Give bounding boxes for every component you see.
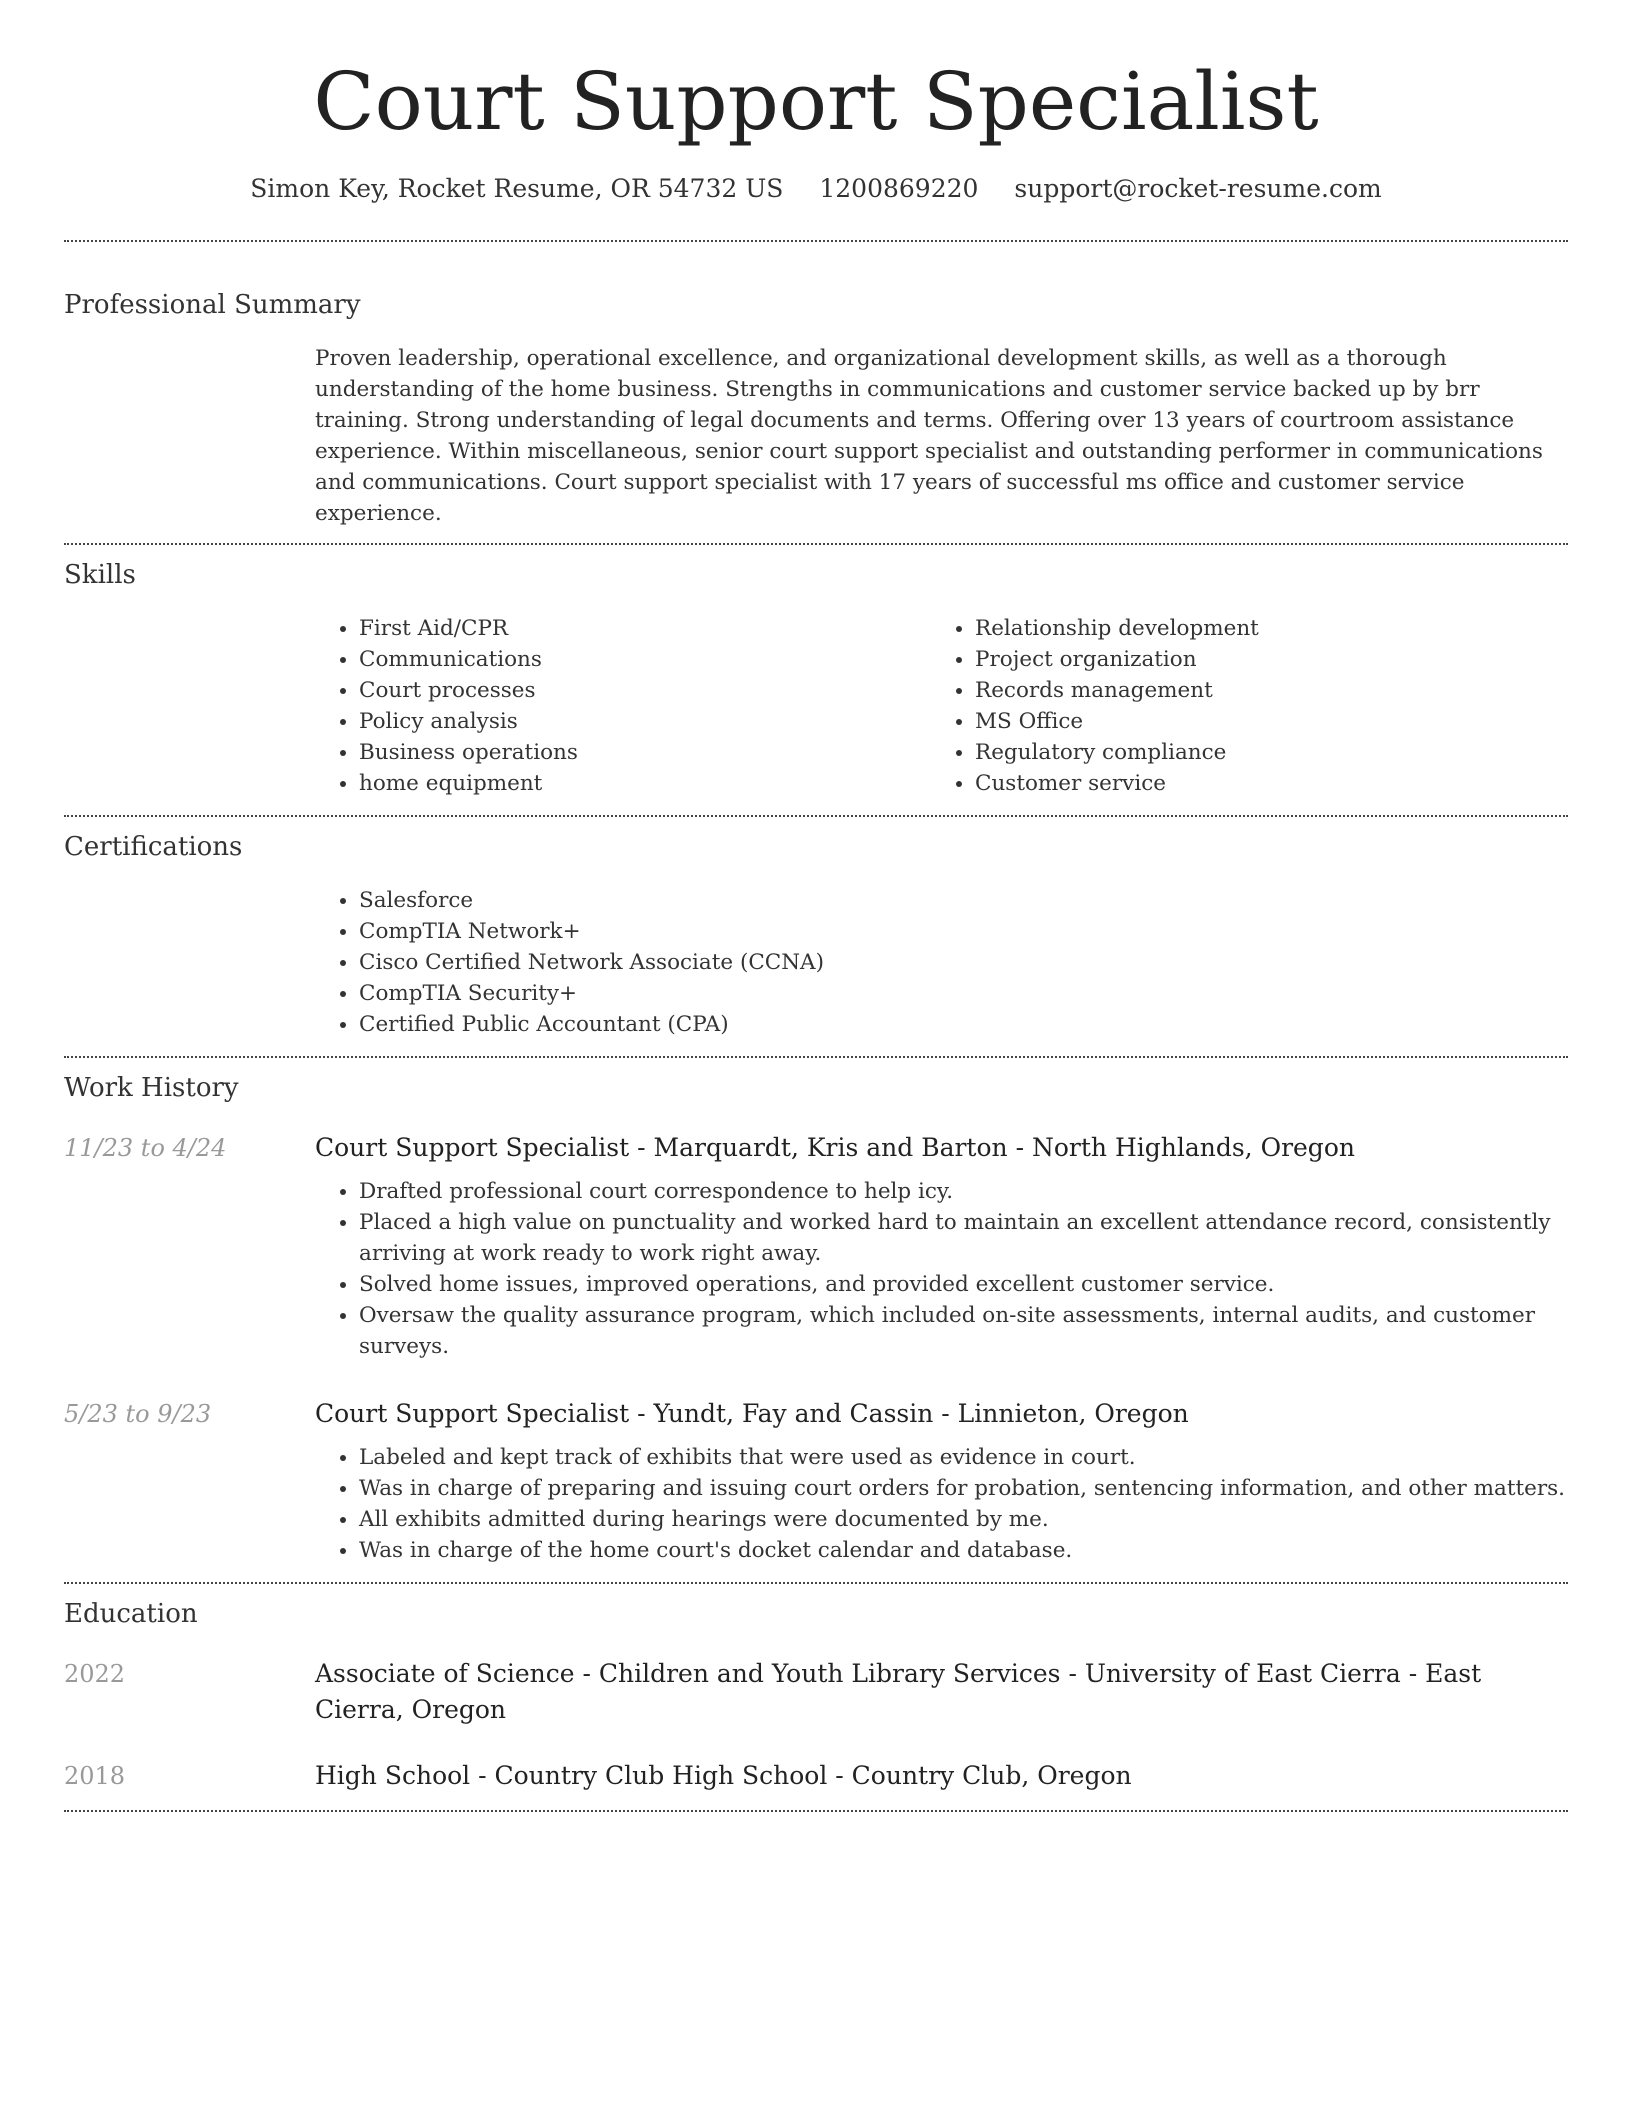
section-heading: Skills <box>64 560 136 590</box>
certifications-list <box>315 885 1568 1040</box>
skills-list-left <box>315 613 931 799</box>
job-bullets <box>315 1176 1568 1362</box>
contact-email: support@rocket-resume.com <box>1014 174 1382 203</box>
contact-phone: 1200869220 <box>819 174 979 203</box>
certification-item: • CompTIA Network+ <box>359 916 1568 947</box>
education-detail: Associate of Science - Children and Youth Library Services - University of East Cierra - East Cierra, Oregon <box>315 1659 1482 1724</box>
contact-address: Simon Key, Rocket Resume, OR 54732 US <box>250 174 784 203</box>
job-bullet: • Placed a high value on punctuality and worked hard to maintain an excellent attendance record, consistently arriving at work ready to work right away. <box>359 1207 1568 1269</box>
summary-text: Proven leadership, operational excellence, and organizational development skills, as well as a thorough understanding of the home business. Strengths in communications and customer service backed up by brr training. Strong understanding of legal documents and terms. Offering over 13 years of courtroom assistance experience. Within miscellaneous, senior court support specialist and outstanding performer in communications and communications. Court support specialist with 17 years of successful ms office and customer service experience. <box>315 346 1543 526</box>
certification-item: • Cisco Certified Network Associate (CCNA) <box>359 947 1568 978</box>
education-section <box>64 1584 1568 1810</box>
job-bullet: • Solved home issues, improved operations, and provided excellent customer service. <box>359 1269 1568 1300</box>
work-history-section <box>64 1058 1568 1582</box>
education-entry <box>64 1656 1568 1728</box>
skill-item: • Policy analysis <box>359 706 931 737</box>
resume-title: Court Support Specialist <box>313 55 1319 148</box>
section-divider <box>64 1810 1568 1812</box>
contact-line <box>64 172 1568 206</box>
job-entry <box>64 1130 1568 1362</box>
job-title: Court Support Specialist - Yundt, Fay and Cassin - Linnieton, Oregon <box>315 1399 1189 1428</box>
section-heading: Education <box>64 1599 198 1629</box>
section-heading: Work History <box>64 1073 239 1103</box>
skill-item: • MS Office <box>975 706 1547 737</box>
job-bullet: • Labeled and kept track of exhibits that were used as evidence in court. <box>359 1442 1568 1473</box>
certification-item: • CompTIA Security+ <box>359 978 1568 1009</box>
certification-item: • Certified Public Accountant (CPA) <box>359 1009 1568 1040</box>
job-bullet: • Drafted professional court correspondence to help icy. <box>359 1176 1568 1207</box>
job-dates: 5/23 to 9/23 <box>64 1400 212 1428</box>
education-year: 2022 <box>64 1660 126 1688</box>
skill-item: • home equipment <box>359 768 931 799</box>
skill-item: • Regulatory compliance <box>975 737 1547 768</box>
education-detail: High School - Country Club High School - Country Club, Oregon <box>315 1761 1132 1790</box>
certifications-section <box>64 817 1568 1056</box>
job-bullet: • Oversaw the quality assurance program, which included on-site assessments, internal audits, and customer surveys. <box>359 1300 1568 1362</box>
job-bullets <box>315 1442 1568 1566</box>
job-dates: 11/23 to 4/24 <box>64 1134 227 1162</box>
skill-item: • Communications <box>359 644 931 675</box>
certification-item: • Salesforce <box>359 885 1568 916</box>
section-heading: Certifications <box>64 832 243 862</box>
skill-item: • Project organization <box>975 644 1547 675</box>
job-title: Court Support Specialist - Marquardt, Kris and Barton - North Highlands, Oregon <box>315 1133 1355 1162</box>
skill-item: • Business operations <box>359 737 931 768</box>
skill-item: • Court processes <box>359 675 931 706</box>
job-bullet: • Was in charge of preparing and issuing court orders for probation, sentencing information, and other matters. <box>359 1473 1568 1504</box>
education-year: 2018 <box>64 1762 126 1790</box>
skills-list-right <box>931 613 1547 799</box>
skill-item: • Relationship development <box>975 613 1547 644</box>
section-heading: Professional Summary <box>64 290 361 320</box>
job-bullet: • Was in charge of the home court's docket calendar and database. <box>359 1535 1568 1566</box>
professional-summary-section <box>64 242 1568 543</box>
skill-item: • Records management <box>975 675 1547 706</box>
skills-section <box>64 545 1568 815</box>
skill-item: • First Aid/CPR <box>359 613 931 644</box>
job-bullet: • All exhibits admitted during hearings were documented by me. <box>359 1504 1568 1535</box>
skill-item: • Customer service <box>975 768 1547 799</box>
education-entry <box>64 1758 1568 1794</box>
job-entry <box>64 1396 1568 1566</box>
